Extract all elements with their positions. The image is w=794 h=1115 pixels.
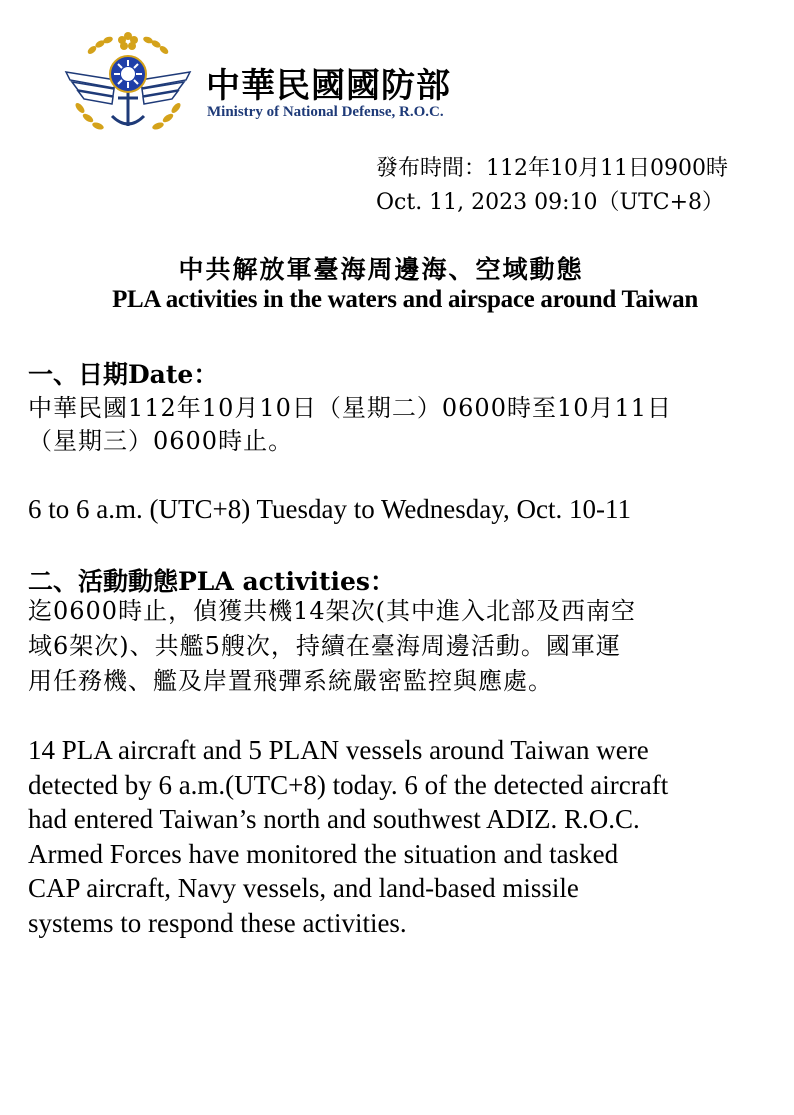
date-paragraph-zh: [28, 392, 672, 458]
activities-heading: 二、活動動態PLA activities：: [28, 567, 395, 596]
date-paragraph-en: 6 to 6 a.m. (UTC+8) Tuesday to Wednesday, Oct. 10-11: [28, 494, 631, 524]
activities-line-en: systems to respond these activities.: [28, 907, 407, 938]
header: [58, 28, 518, 140]
activities-line-en: CAP aircraft, Navy vessels, and land-based missile: [28, 873, 579, 903]
ministry-emblem-icon: [58, 28, 198, 138]
ministry-name-zh: 中華民國國防部: [206, 66, 451, 106]
activities-paragraph-zh: [28, 594, 636, 699]
activities-paragraph-en: [28, 733, 668, 940]
activities-line-zh: 迄0600時止，偵獲共機14架次(其中進入北部及西南空: [28, 597, 636, 625]
release-time-zh: 發布時間：112年10月11日0900時: [376, 156, 728, 181]
activities-line-zh: 域6架次)、共艦5艘次，持續在臺海周邊活動。國軍運: [28, 632, 621, 660]
date-heading: 一、日期Date：: [28, 360, 219, 389]
release-time: [376, 152, 728, 220]
date-line-zh: 中華民國112年10月10日（星期二）0600時至10月11日: [28, 394, 673, 422]
activities-line-en: had entered Taiwan’s north and southwest ADIZ. R.O.C.: [28, 804, 640, 834]
activities-line-zh: 用任務機、艦及岸置飛彈系統嚴密監控與應處。: [28, 667, 553, 695]
date-line-zh: （星期三）0600時止。: [28, 427, 294, 455]
activities-line-en: Armed Forces have monitored the situation and tasked: [28, 838, 619, 869]
ministry-name-en: Ministry of National Defense, R.O.C.: [207, 104, 444, 120]
activities-line-en: 14 PLA aircraft and 5 PLAN vessels around Taiwan were: [28, 735, 649, 765]
activities-line-en: detected by 6 a.m.(UTC+8) today. 6 of the detected aircraft: [28, 769, 669, 800]
title-zh: 中共解放軍臺海周邊海、空域動態: [178, 255, 584, 284]
title-en: PLA activities in the waters and airspace around Taiwan: [112, 286, 698, 313]
release-time-en: Oct. 11, 2023 09:10（UTC+8）: [376, 190, 725, 215]
